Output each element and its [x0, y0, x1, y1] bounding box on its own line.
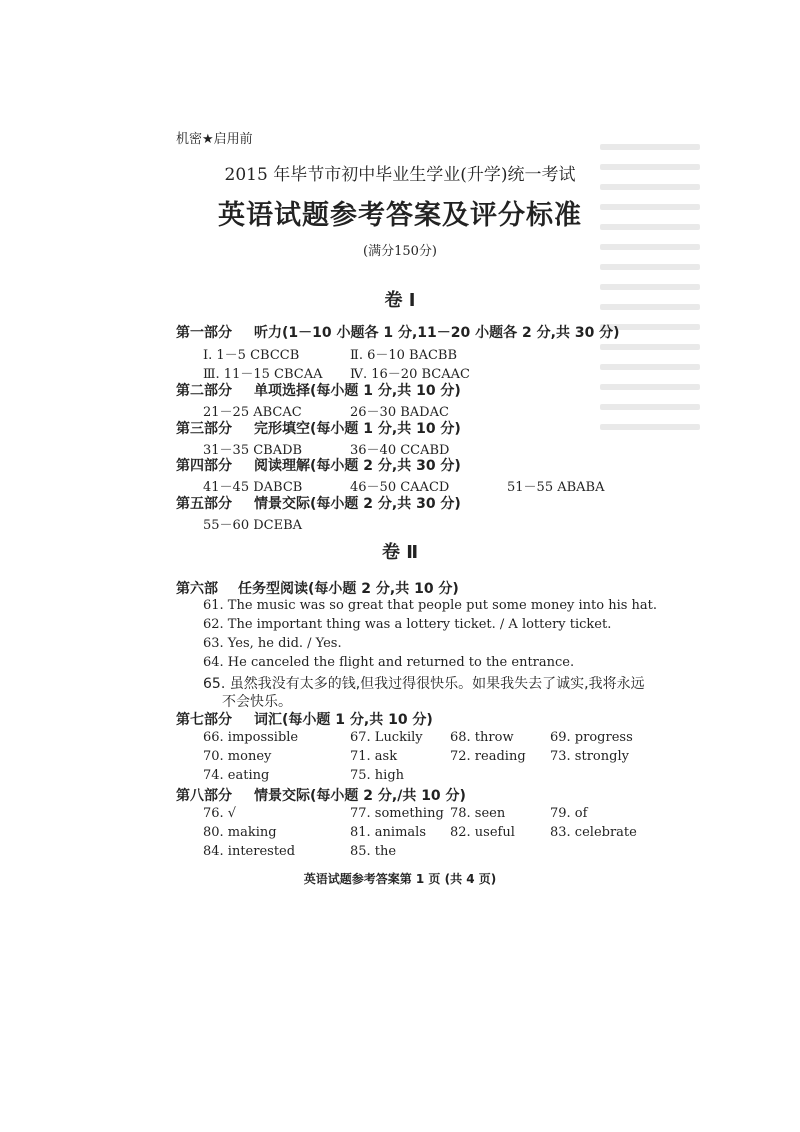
correction-item: 84. interested: [203, 844, 296, 859]
part2-answer: 21－25 ABCAC: [203, 405, 302, 420]
part6-answer-line: 64. He canceled the flight and returned to the entrance.: [203, 655, 575, 670]
vocab-item: 68. throw: [450, 730, 514, 745]
vocab-item: 75. high: [350, 768, 405, 783]
part8-heading: [176, 785, 466, 805]
vocab-item: 67. Luckily: [350, 730, 423, 745]
part2-heading: [176, 380, 461, 400]
part7-heading: [176, 709, 433, 729]
correction-item: 80. making: [203, 825, 277, 840]
part6-heading: [176, 578, 459, 598]
part6-name: 第六部: [176, 581, 218, 597]
part6-answer-line: 不会快乐。: [222, 694, 292, 710]
part4-name: 第四部分: [176, 458, 232, 474]
part4-answer: 46－50 CAACD: [350, 480, 450, 495]
part4-answer: 41－45 DABCB: [203, 480, 303, 495]
part3-name: 第三部分: [176, 421, 232, 437]
part5-heading: [176, 493, 461, 513]
vocab-item: 74. eating: [203, 768, 270, 783]
part3-answer: 36－40 CCABD: [350, 443, 450, 458]
part2-answer: 26－30 BADAC: [350, 405, 449, 420]
part6-title: 任务型阅读(每小题 2 分,共 10 分): [238, 581, 459, 597]
page-footer: 英语试题参考答案第 1 页 (共 4 页): [303, 872, 497, 886]
part3-title: 完形填空(每小题 1 分,共 10 分): [254, 421, 461, 437]
part1-answer: Ⅱ. 6－10 BACBB: [350, 348, 458, 363]
full-mark-note: (满分150分): [363, 244, 437, 259]
part6-answer-line: 62. The important thing was a lottery ticket. / A lottery ticket.: [203, 617, 612, 632]
part4-heading: [176, 455, 461, 475]
part1-answer: Ⅰ. 1－5 CBCCB: [203, 348, 300, 363]
vocab-item: 69. progress: [550, 730, 633, 745]
part8-name: 第八部分: [176, 788, 232, 804]
volume-1-heading: 卷 Ⅰ: [384, 290, 416, 311]
confidential-label: 机密★启用前: [176, 132, 253, 147]
part1-answer: Ⅲ. 11－15 CBCAA: [203, 367, 323, 382]
part5-title: 情景交际(每小题 2 分,共 30 分): [254, 496, 461, 512]
page-title: 英语试题参考答案及评分标准: [218, 200, 582, 231]
vocab-item: 70. money: [203, 749, 272, 764]
correction-item: 85. the: [350, 844, 397, 859]
correction-item: 83. celebrate: [550, 825, 637, 840]
exam-subtitle: 2015 年毕节市初中毕业生学业(升学)统一考试: [224, 165, 576, 185]
part3-heading: [176, 418, 461, 438]
part1-title: 听力(1－10 小题各 1 分,11－20 小题各 2 分,共 30 分): [254, 325, 620, 341]
part2-name: 第二部分: [176, 383, 232, 399]
part5-name: 第五部分: [176, 496, 232, 512]
part1-name: 第一部分: [176, 325, 232, 341]
part5-answer: 55－60 DCEBA: [203, 518, 303, 533]
part1-heading: [176, 322, 620, 342]
part6-answer-line: 63. Yes, he did. / Yes.: [203, 636, 342, 651]
correction-item: 76. √: [203, 806, 237, 821]
part2-title: 单项选择(每小题 1 分,共 10 分): [254, 383, 461, 399]
part7-name: 第七部分: [176, 712, 232, 728]
vocab-item: 71. ask: [350, 749, 398, 764]
vocab-item: 72. reading: [450, 749, 526, 764]
part8-title: 情景交际(每小题 2 分,/共 10 分): [254, 788, 466, 804]
correction-item: 82. useful: [450, 825, 515, 840]
vocab-item: 73. strongly: [550, 749, 629, 764]
part4-answer: 51－55 ABABA: [507, 480, 605, 495]
correction-item: 79. of: [550, 806, 588, 821]
correction-item: 77. something: [350, 806, 444, 821]
part3-answer: 31－35 CBADB: [203, 443, 303, 458]
vocab-item: 66. impossible: [203, 730, 299, 745]
part4-title: 阅读理解(每小题 2 分,共 30 分): [254, 458, 461, 474]
part6-answer-line: 61. The music was so great that people put some money into his hat.: [203, 598, 658, 613]
part6-answer-line: 65. 虽然我没有太多的钱,但我过得很快乐。如果我失去了诚实,我将永远: [203, 676, 645, 692]
correction-item: 78. seen: [450, 806, 506, 821]
part1-answer: Ⅳ. 16－20 BCAAC: [350, 367, 470, 382]
part7-title: 词汇(每小题 1 分,共 10 分): [254, 712, 433, 728]
correction-item: 81. animals: [350, 825, 426, 840]
volume-2-heading: 卷 Ⅱ: [381, 542, 419, 563]
